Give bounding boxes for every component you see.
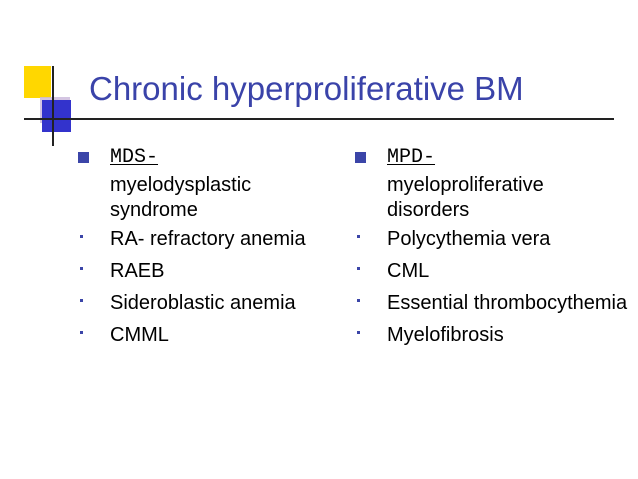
list-item	[78, 323, 318, 348]
list-item-label: Polycythemia vera	[387, 228, 551, 250]
left-heading-label: MDS-	[110, 146, 159, 169]
dot-bullet-icon	[80, 267, 83, 270]
left-column-heading	[78, 146, 318, 223]
right-column-list	[355, 146, 630, 355]
left-column-list	[78, 146, 318, 355]
list-item-label: RAEB	[110, 260, 165, 282]
list-item	[78, 227, 318, 252]
dot-bullet-icon	[80, 331, 83, 334]
dot-bullet-icon	[80, 235, 83, 238]
title-underline-rule	[24, 118, 614, 120]
decorative-blue-square	[42, 100, 71, 132]
right-heading-description: myeloproliferative disorders	[387, 174, 544, 221]
right-column-heading	[355, 146, 630, 223]
list-item	[78, 291, 318, 316]
list-item-label: CML	[387, 260, 430, 282]
left-heading-description: myelodysplastic syndrome	[110, 174, 252, 221]
list-item	[78, 259, 318, 284]
dot-bullet-icon	[357, 331, 360, 334]
list-item-label: Sideroblastic anemia	[110, 292, 296, 314]
list-item-label: Essential thrombocythemia	[387, 292, 628, 314]
list-item	[355, 259, 630, 284]
dot-bullet-icon	[80, 299, 83, 302]
dot-bullet-icon	[357, 267, 360, 270]
list-item	[355, 291, 630, 316]
list-item	[355, 227, 630, 252]
square-bullet-icon	[355, 152, 366, 163]
decorative-vertical-line	[52, 66, 54, 146]
list-item	[355, 323, 630, 348]
list-item-label: CMML	[110, 324, 169, 346]
list-item-label: Myelofibrosis	[387, 324, 504, 346]
dot-bullet-icon	[357, 235, 360, 238]
square-bullet-icon	[78, 152, 89, 163]
dot-bullet-icon	[357, 299, 360, 302]
slide-title: Chronic hyperproliferative BM	[89, 70, 524, 107]
decorative-yellow-square	[24, 66, 51, 98]
right-heading-label: MPD-	[387, 146, 436, 169]
list-item-label: RA- refractory anemia	[110, 228, 306, 250]
